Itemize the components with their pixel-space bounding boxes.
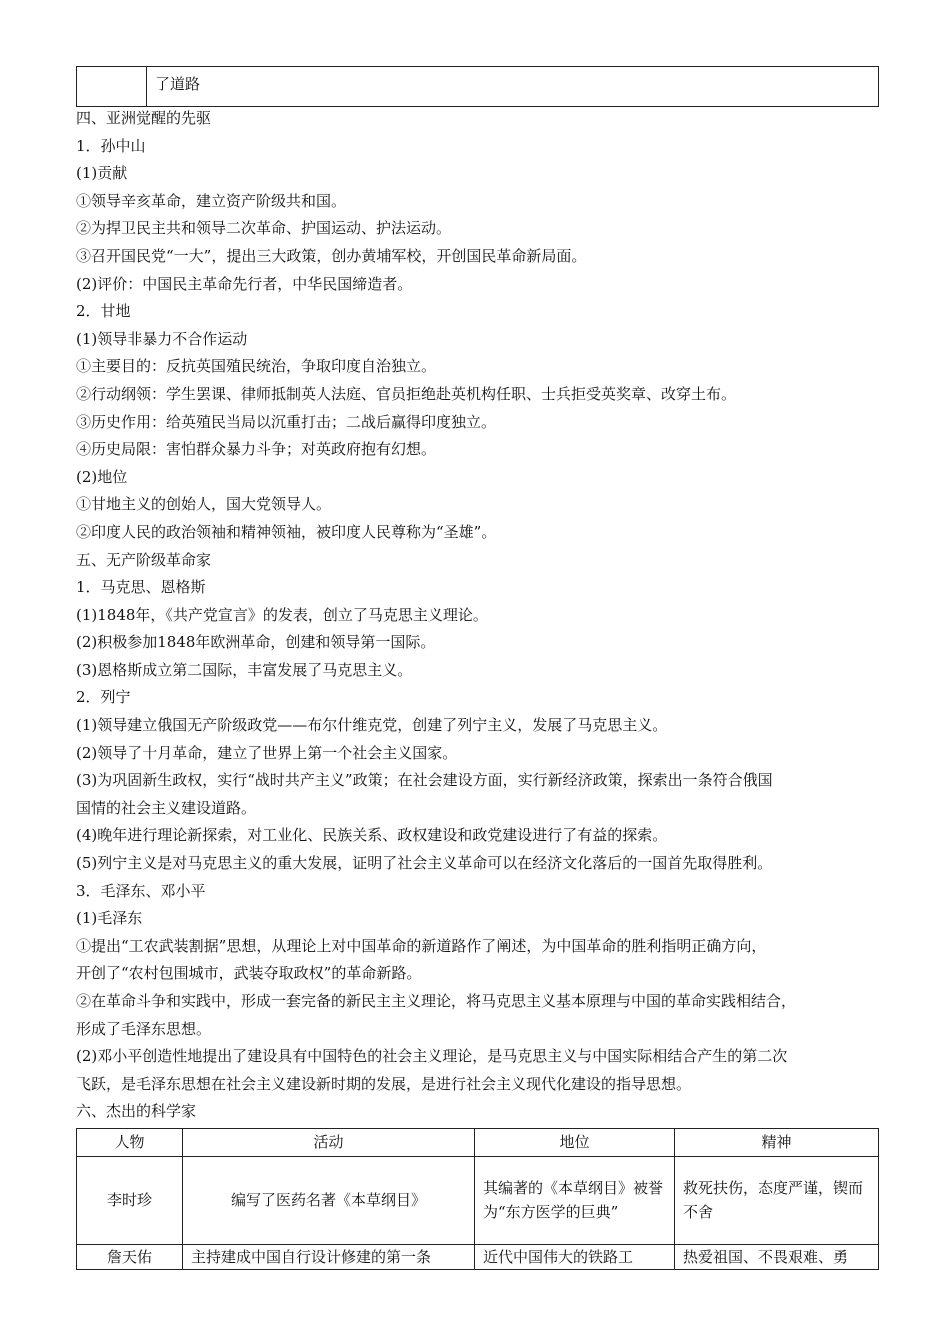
table-cell	[77, 67, 147, 107]
text-line: ③历史作用：给英殖民当局以沉重打击；二战后赢得印度独立。	[76, 412, 497, 431]
text-line: ①甘地主义的创始人，国大党领导人。	[76, 495, 332, 514]
section-heading: 六、杰出的科学家	[76, 1102, 197, 1121]
text-line: (1)领导建立俄国无产阶级政党——布尔什维克党，创建了列宁主义，发展了马克思主义。	[76, 716, 668, 735]
table-row	[77, 1156, 879, 1244]
text-line: (4)晚年进行理论新探索，对工业化、民族关系、政权建设和政党建设进行了有益的探索。	[76, 826, 668, 845]
text-line: ①主要目的：反抗英国殖民统治，争取印度自治独立。	[76, 357, 437, 376]
column-header: 地位	[475, 1128, 675, 1156]
text-line: 形成了毛泽东思想。	[76, 1019, 212, 1038]
text-line: ②印度人民的政治领袖和精神领袖，被印度人民尊称为“圣雄”。	[76, 522, 497, 541]
column-header: 活动	[183, 1128, 475, 1156]
spirit-cell: 热爱祖国、不畏艰难、勇	[675, 1244, 879, 1269]
subsection-heading: 1．孙中山	[76, 136, 146, 155]
text-line: ④历史局限：害怕群众暴力斗争；对英政府抱有幻想。	[76, 440, 437, 459]
subsection-heading: 2．甘地	[76, 302, 131, 321]
text-line: (1)1848年，《共产党宣言》的发表，创立了马克思主义理论。	[76, 605, 488, 624]
text-line: ①领导辛亥革命，建立资产阶级共和国。	[76, 191, 347, 210]
subsection-heading: 1．马克思、恩格斯	[76, 578, 206, 597]
text-line: 飞跃，是毛泽东思想在社会主义建设新时期的发展，是进行社会主义现代化建设的指导思想。	[76, 1074, 692, 1093]
body-text	[76, 105, 878, 1126]
activity-cell: 编写了医药名著《本草纲目》	[183, 1156, 475, 1244]
text-line: 国情的社会主义建设道路。	[76, 798, 257, 817]
subsection-heading: 2．列宁	[76, 688, 131, 707]
text-line: (2)邓小平创造性地提出了建设具有中国特色的社会主义理论，是马克思主义与中国实际相结合产生的第二次	[76, 1047, 788, 1066]
text-line: (1)毛泽东	[76, 909, 143, 928]
section-heading: 四、亚洲觉醒的先驱	[76, 109, 212, 127]
text-line: (2)地位	[76, 467, 128, 486]
table-row	[77, 1244, 879, 1269]
text-line: ①提出“工农武装割据”思想，从理论上对中国革命的新道路作了阐述，为中国革命的胜利指明正确方向，	[76, 936, 767, 955]
text-line: (5)列宁主义是对马克思主义的重大发展，证明了社会主义革命可以在经济文化落后的一国首先取得胜利。	[76, 854, 773, 873]
text-line: (1)贡献	[76, 164, 128, 183]
status-cell: 近代中国伟大的铁路工	[475, 1244, 675, 1269]
text-line: (3)为巩固新生政权，实行“战时共产主义”政策；在社会建设方面，实行新经济政策，探索出一条符合俄国	[76, 771, 773, 790]
text-line: (2)评价：中国民主革命先行者，中华民国缔造者。	[76, 274, 413, 293]
text-line: (1)领导非暴力不合作运动	[76, 329, 248, 348]
text-line: ②行动纲领：学生罢课、律师抵制英人法庭、官员拒绝赴英机构任职、士兵拒受英奖章、改穿土布。	[76, 384, 737, 403]
continued-table	[76, 66, 879, 107]
person-cell: 李时珍	[77, 1156, 183, 1244]
column-header: 人物	[77, 1128, 183, 1156]
person-cell: 詹天佑	[77, 1244, 183, 1269]
text-line: 开创了“农村包围城市，武装夺取政权”的革命新路。	[76, 964, 422, 983]
table-row	[77, 67, 879, 107]
activity-cell: 主持建成中国自行设计修建的第一条	[183, 1244, 475, 1269]
spirit-cell: 救死扶伤，态度严谨，锲而不舍	[675, 1156, 879, 1244]
table-header-row	[77, 1128, 879, 1156]
text-line: ②为捍卫民主共和领导二次革命、护国运动、护法运动。	[76, 219, 452, 238]
table-cell: 了道路	[147, 67, 879, 107]
column-header: 精神	[675, 1128, 879, 1156]
text-line: (2)领导了十月革命，建立了世界上第一个社会主义国家。	[76, 743, 458, 762]
document-page	[76, 66, 878, 1270]
section-heading: 五、无产阶级革命家	[76, 550, 212, 569]
scientists-table	[76, 1128, 879, 1270]
text-line: (2)积极参加1848年欧洲革命，创建和领导第一国际。	[76, 633, 436, 652]
text-line: (3)恩格斯成立第二国际，丰富发展了马克思主义。	[76, 660, 413, 679]
status-cell: 其编著的《本草纲目》被誉为“东方医学的巨典”	[475, 1156, 675, 1244]
subsection-heading: 3．毛泽东、邓小平	[76, 881, 206, 900]
text-line: ②在革命斗争和实践中，形成一套完备的新民主主义理论，将马克思主义基本原理与中国的革命实践相结合，	[76, 992, 797, 1010]
text-line: ③召开国民党“一大”，提出三大政策，创办黄埔军校，开创国民革命新局面。	[76, 246, 587, 265]
